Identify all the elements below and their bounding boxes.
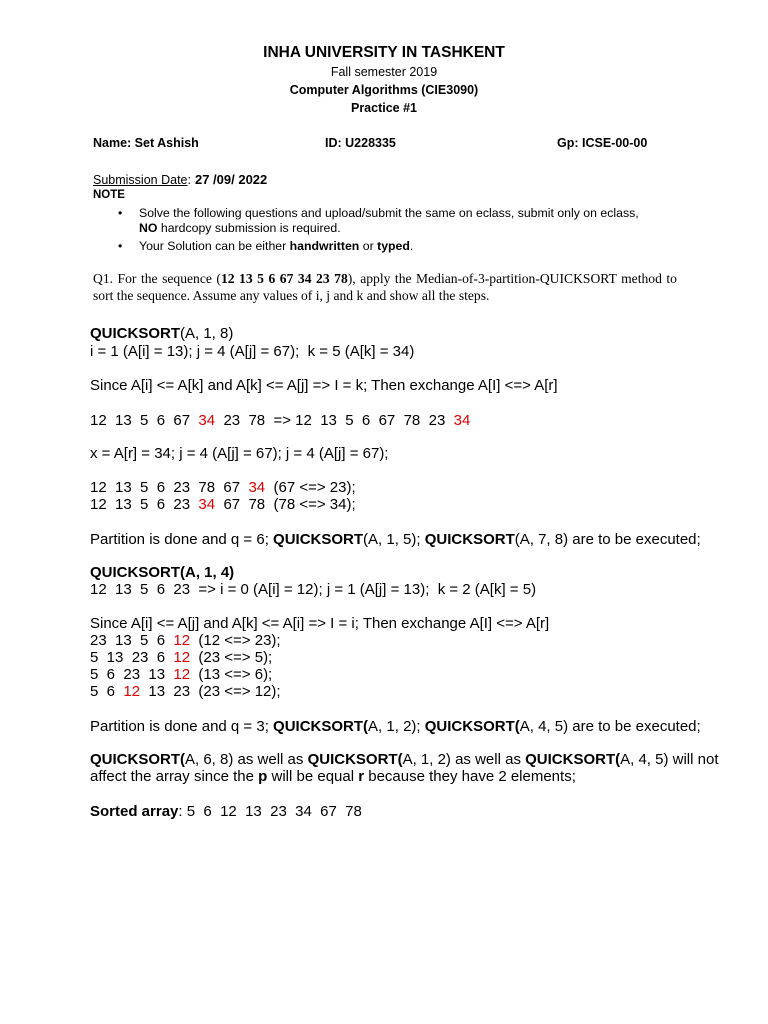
solution-line: Since A[i] <= A[j] and A[k] <= A[i] => I = i; Then exchange A[I] <=> A[r] bbox=[90, 615, 550, 632]
note-bullet-1-continuation bbox=[139, 221, 341, 235]
note-bullet-1-rest: hardcopy submission is required. bbox=[157, 221, 341, 235]
question-text: Q1. For the sequence (12 13 5 6 67 34 23 78), apply the Median-of-3-partition-QUICKSORT method to sort the sequence. Assume any values of i, j and k and show all the steps. bbox=[93, 271, 677, 303]
sorted-array-line: Sorted array: 5 6 12 13 23 34 67 78 bbox=[90, 803, 362, 820]
solution-line: i = 1 (A[i] = 13); j = 4 (A[j] = 67); k = 5 (A[k] = 34) bbox=[90, 343, 415, 360]
student-name: Name: Set Ashish bbox=[93, 136, 199, 150]
solution-line: Since A[i] <= A[k] and A[k] <= A[j] => I = k; Then exchange A[I] <=> A[r] bbox=[90, 377, 558, 394]
solution-line: 5 13 23 6 12 (23 <=> 5); bbox=[90, 649, 273, 666]
solution-line: Partition is done and q = 6; QUICKSORT(A, 1, 5); QUICKSORT(A, 7, 8) are to be executed; bbox=[90, 531, 701, 548]
solution-line: affect the array since the p will be equal r because they have 2 elements; bbox=[90, 768, 576, 785]
submission-date-value: 27 /09/ 2022 bbox=[194, 172, 268, 187]
solution-line: 12 13 5 6 23 78 67 34 (67 <=> 23); bbox=[90, 479, 356, 496]
note-bullet-1-text: Solve the following questions and upload/submit the same on eclass, submit only on eclass, bbox=[139, 206, 639, 220]
semester-label: Fall semester 2019 bbox=[330, 65, 438, 79]
student-group: Gp: ICSE-00-00 bbox=[557, 136, 648, 150]
solution-line: QUICKSORT(A, 1, 8) bbox=[90, 325, 234, 342]
solution-line: 5 6 23 13 12 (13 <=> 6); bbox=[90, 666, 273, 683]
student-id: ID: U228335 bbox=[325, 136, 396, 150]
university-title: INHA UNIVERSITY IN TASHKENT bbox=[263, 44, 505, 61]
solution-line: 5 6 12 13 23 (23 <=> 12); bbox=[90, 683, 281, 700]
solution-line: Partition is done and q = 3; QUICKSORT(A, 1, 2); QUICKSORT(A, 4, 5) are to be executed; bbox=[90, 718, 701, 735]
course-title: Computer Algorithms (CIE3090) bbox=[289, 83, 479, 97]
bullet-icon: • bbox=[118, 239, 123, 253]
bullet-icon: • bbox=[118, 206, 123, 220]
submission-date-colon: : bbox=[187, 173, 191, 187]
submission-date-label: Submission Date bbox=[93, 173, 188, 187]
note-bullet-1-bold: NO bbox=[139, 221, 158, 235]
note-bullet-2-text: Your Solution can be either handwritten or typed. bbox=[139, 239, 414, 253]
practice-title: Practice #1 bbox=[350, 101, 418, 115]
question-sequence: 12 13 5 6 67 34 23 78 bbox=[220, 271, 348, 286]
solution-line: x = A[r] = 34; j = 4 (A[j] = 67); j = 4 (A[j] = 67); bbox=[90, 445, 389, 462]
solution-line: 23 13 5 6 12 (12 <=> 23); bbox=[90, 632, 281, 649]
submission-date bbox=[93, 172, 267, 187]
solution-line: 12 13 5 6 23 34 67 78 (78 <=> 34); bbox=[90, 496, 356, 513]
solution-line: 12 13 5 6 67 34 23 78 => 12 13 5 6 67 78 23 34 bbox=[90, 412, 471, 429]
solution-line: QUICKSORT(A, 1, 4) bbox=[90, 564, 235, 581]
solution-line: 12 13 5 6 23 => i = 0 (A[i] = 12); j = 1 (A[j] = 13); k = 2 (A[k] = 5) bbox=[90, 581, 537, 598]
note-heading: NOTE bbox=[93, 189, 125, 201]
solution-line: QUICKSORT(A, 6, 8) as well as QUICKSORT(A, 1, 2) as well as QUICKSORT(A, 4, 5) will not bbox=[90, 751, 719, 768]
